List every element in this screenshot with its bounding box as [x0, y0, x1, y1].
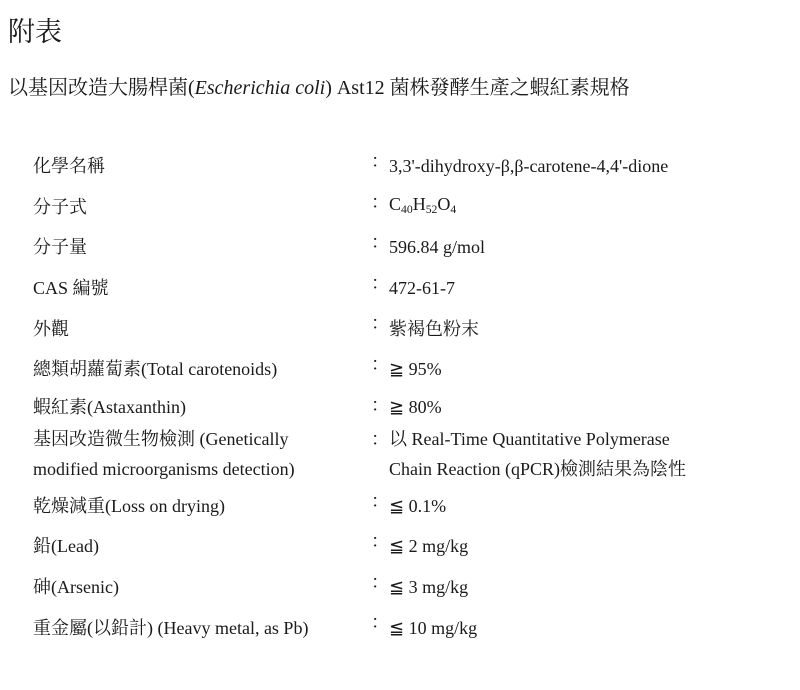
spec-row-molecular-formula	[33, 187, 773, 228]
spec-label: 基因改造微生物檢測 (Genetically modified microorganisms detection)	[33, 428, 295, 479]
spec-label: 蝦紅素(Astaxanthin)	[33, 396, 186, 417]
spec-value: 472-61-7	[389, 278, 455, 299]
spec-label: 總類胡蘿蔔素(Total carotenoids)	[33, 359, 278, 380]
spec-value: 紫褐色粉末	[389, 318, 479, 339]
spec-colon: ：	[371, 272, 389, 293]
spec-row-cas-number	[33, 268, 773, 309]
spec-value: ≦ 3 mg/kg	[389, 577, 469, 598]
spec-row-loss-on-drying	[33, 486, 773, 527]
spec-value: ≦ 0.1%	[389, 495, 447, 516]
spec-row-heavy-metal	[33, 607, 773, 648]
spec-colon: ：	[371, 313, 389, 334]
spec-value: ≦ 10 mg/kg	[389, 617, 478, 638]
spec-colon: ：	[371, 232, 389, 253]
spec-colon: ：	[371, 191, 389, 212]
spec-colon: ：	[371, 571, 389, 592]
document-subtitle	[8, 72, 630, 104]
spec-row-lead	[33, 526, 773, 567]
spec-label: 砷(Arsenic)	[33, 577, 119, 598]
spec-value: 596.84 g/mol	[389, 237, 486, 258]
appendix-heading: 附表	[8, 17, 62, 47]
spec-colon: ：	[371, 612, 389, 633]
spec-row-astaxanthin	[33, 390, 773, 424]
spec-label: 化學名稱	[33, 156, 105, 177]
spec-value: ≧ 95%	[389, 359, 442, 380]
spec-row-molecular-weight	[33, 227, 773, 268]
spec-label: 鉛(Lead)	[33, 536, 99, 557]
spec-value-formula: $C_{40}H_{52}O_4$	[389, 193, 457, 216]
spec-colon: ：	[371, 353, 389, 374]
subtitle-prefix: 以基因改造大腸桿菌(	[8, 77, 195, 99]
spec-row-appearance	[33, 308, 773, 349]
spec-label: 乾燥減重(Loss on drying)	[33, 495, 225, 516]
spec-colon: ：	[371, 428, 389, 449]
spec-colon: ：	[371, 531, 389, 552]
specification-table	[33, 146, 773, 648]
spec-label: 外觀	[33, 318, 69, 339]
spec-value: 以 Real-Time Quantitative Polymerase Chain Reaction (qPCR)檢測結果為陰性	[389, 428, 686, 479]
spec-row-arsenic	[33, 567, 773, 608]
spec-label: 分子量	[33, 237, 87, 258]
spec-label: 分子式	[33, 196, 87, 217]
spec-row-chemical-name	[33, 146, 773, 187]
spec-label: CAS 編號	[33, 278, 109, 299]
spec-row-gmo-detection	[33, 424, 773, 486]
subtitle-species: Escherichia coli	[194, 77, 326, 99]
spec-colon: ：	[371, 151, 389, 171]
spec-colon: ：	[371, 394, 389, 415]
spec-row-total-carotenoids	[33, 349, 773, 390]
spec-colon: ：	[371, 490, 389, 511]
subtitle-suffix: ) Ast12 菌株發酵生產之蝦紅素規格	[325, 77, 630, 99]
spec-value: 3,3'-dihydroxy-β,β-carotene-4,4'-dione	[389, 156, 669, 177]
spec-label: 重金屬(以鉛計) (Heavy metal, as Pb)	[33, 617, 309, 638]
spec-value: ≦ 2 mg/kg	[389, 536, 469, 557]
spec-value: ≧ 80%	[389, 396, 442, 417]
